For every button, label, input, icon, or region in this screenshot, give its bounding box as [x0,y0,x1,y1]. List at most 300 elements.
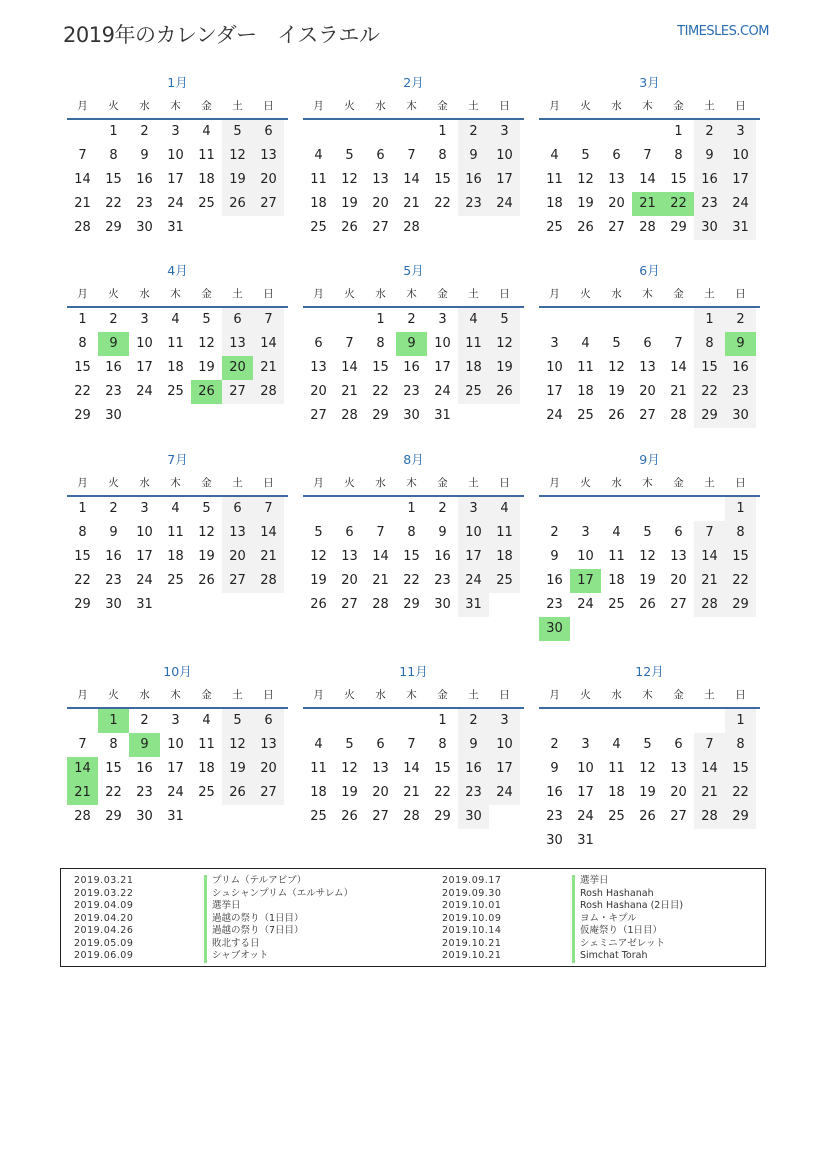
day-cell: 28 [670,408,687,423]
holiday-day-cell: 9 [725,332,756,356]
weekday-label: 木 [642,477,653,489]
day-cell: 18 [546,196,563,211]
day-cell: 24 [546,408,563,423]
day-cell: 3 [725,120,756,144]
day-cell: 21 [694,569,725,593]
weekday-label: 月 [313,689,324,701]
day-cell: 18 [167,549,184,564]
day-cell: 12 [198,525,215,540]
holiday-day-cell: 14 [67,757,98,781]
empty-cell [396,120,427,144]
day-cell: 3 [140,501,149,516]
weekday-label: 金 [673,100,684,112]
day-cell: 26 [310,597,327,612]
day-cell: 15 [434,172,451,187]
day-cell: 22 [694,380,725,404]
holiday-day-cell: 1 [98,709,129,733]
holiday-date: 2019.09.30 [442,887,502,899]
day-cell: 19 [341,196,358,211]
day-cell: 14 [403,761,420,776]
day-cell: 8 [438,737,447,752]
day-cell: 27 [670,597,687,612]
weekday-label: 木 [642,100,653,112]
empty-cell [303,497,334,521]
weekday-label: 日 [499,288,510,300]
day-cell: 19 [639,785,656,800]
day-cell: 23 [403,384,420,399]
day-cell: 16 [725,356,756,380]
day-cell: 25 [458,380,489,404]
day-cell: 30 [725,404,756,428]
weekday-label: 木 [170,100,181,112]
day-cell: 8 [725,733,756,757]
weekday-label: 木 [170,288,181,300]
day-cell: 29 [725,805,756,829]
month-10 [67,661,288,829]
day-cell: 21 [403,196,420,211]
weekday-label: 水 [375,689,386,701]
weekday-label: 金 [201,100,212,112]
holiday-day-cell: 20 [222,356,253,380]
day-cell: 24 [489,192,520,216]
day-grid [67,308,288,428]
holiday-date: 2019.04.20 [74,912,134,924]
day-cell: 16 [434,549,451,564]
day-cell: 2 [458,120,489,144]
day-cell: 3 [581,525,590,540]
day-cell: 24 [489,781,520,805]
weekday-label: 木 [406,689,417,701]
day-cell: 21 [403,785,420,800]
weekday-label: 月 [549,477,560,489]
day-cell: 11 [458,332,489,356]
weekday-label: 木 [170,689,181,701]
month-4 [67,260,288,428]
empty-cell [570,308,601,332]
day-cell: 2 [725,308,756,332]
day-cell: 10 [458,521,489,545]
day-cell: 13 [222,332,253,356]
day-cell: 19 [198,549,215,564]
day-cell: 29 [403,597,420,612]
weekday-label: 金 [673,288,684,300]
day-cell: 12 [222,733,253,757]
weekday-label: 月 [77,477,88,489]
day-cell: 21 [341,384,358,399]
day-cell: 26 [639,809,656,824]
day-cell: 16 [694,168,725,192]
day-cell: 3 [581,737,590,752]
weekday-header [303,471,524,497]
day-cell: 7 [407,148,416,163]
empty-cell [365,497,396,521]
day-cell: 26 [577,220,594,235]
weekday-label: 水 [375,288,386,300]
day-cell: 27 [341,597,358,612]
empty-cell [539,308,570,332]
day-cell: 24 [458,569,489,593]
day-cell: 15 [725,545,756,569]
weekday-header [67,683,288,709]
day-cell: 10 [489,144,520,168]
month-8 [303,449,524,617]
day-cell: 29 [694,404,725,428]
day-cell: 2 [140,124,149,139]
day-cell: 25 [546,220,563,235]
day-cell: 5 [581,148,590,163]
holiday-date: 2019.10.21 [442,937,502,949]
day-cell: 1 [438,713,447,728]
empty-cell [303,709,334,733]
day-cell: 3 [171,713,180,728]
weekday-label: 火 [108,477,119,489]
day-cell: 24 [167,785,184,800]
weekday-label: 火 [580,100,591,112]
holiday-name: Rosh Hashana (2日目) [572,900,683,913]
day-cell: 30 [136,809,153,824]
day-cell: 20 [310,384,327,399]
day-cell: 16 [136,172,153,187]
day-cell: 5 [222,120,253,144]
empty-cell [334,497,365,521]
day-cell: 15 [434,761,451,776]
day-cell: 7 [376,525,385,540]
weekday-label: 金 [201,477,212,489]
day-cell: 5 [345,737,354,752]
day-cell: 9 [438,525,447,540]
weekday-label: 水 [139,477,150,489]
day-cell: 29 [725,593,756,617]
weekday-label: 水 [375,477,386,489]
month-name: 3月 [639,75,660,90]
month-2 [303,72,524,240]
day-cell: 8 [78,336,87,351]
day-cell: 10 [489,733,520,757]
weekday-label: 土 [704,689,715,701]
month-name: 1月 [167,75,188,90]
day-cell: 15 [105,761,122,776]
holiday-name: シェミニアゼレット [572,938,665,951]
weekday-label: 木 [642,689,653,701]
day-cell: 6 [345,525,354,540]
day-cell: 22 [725,569,756,593]
day-cell: 27 [310,408,327,423]
day-cell: 11 [167,525,184,540]
weekday-label: 火 [344,689,355,701]
day-cell: 4 [581,336,590,351]
day-cell: 14 [670,360,687,375]
holiday-day-cell: 17 [570,569,601,593]
day-cell: 26 [198,573,215,588]
weekday-label: 日 [263,689,274,701]
weekday-label: 水 [611,288,622,300]
day-cell: 17 [136,549,153,564]
weekday-label: 土 [468,689,479,701]
empty-cell [632,308,663,332]
day-cell: 28 [403,809,420,824]
empty-cell [334,120,365,144]
day-cell: 20 [670,573,687,588]
day-cell: 30 [546,833,563,848]
empty-cell [365,120,396,144]
empty-cell [632,709,663,733]
day-cell: 6 [222,308,253,332]
weekday-label: 土 [704,477,715,489]
day-cell: 29 [74,597,91,612]
day-cell: 1 [725,497,756,521]
day-grid [303,709,524,829]
holiday-day-cell: 21 [67,781,98,805]
day-cell: 2 [109,501,118,516]
weekday-label: 火 [344,477,355,489]
day-cell: 19 [577,196,594,211]
day-grid [539,308,760,428]
day-grid [303,308,524,428]
day-cell: 7 [407,737,416,752]
weekday-label: 月 [77,100,88,112]
day-cell: 22 [725,781,756,805]
day-cell: 3 [140,312,149,327]
day-cell: 19 [639,573,656,588]
day-cell: 27 [222,569,253,593]
holiday-name: 選挙日 [572,875,609,888]
weekday-header [539,282,760,308]
weekday-label: 金 [437,477,448,489]
day-cell: 16 [458,757,489,781]
day-cell: 6 [376,148,385,163]
day-cell: 13 [372,172,389,187]
day-cell: 15 [372,360,389,375]
day-cell: 12 [608,360,625,375]
weekday-label: 月 [549,100,560,112]
holiday-date: 2019.09.17 [442,875,502,886]
day-cell: 14 [403,172,420,187]
day-cell: 29 [105,809,122,824]
day-grid [67,497,288,617]
day-cell: 30 [694,216,725,240]
weekday-label: 水 [611,100,622,112]
day-cell: 28 [639,220,656,235]
day-cell: 23 [546,597,563,612]
day-cell: 27 [253,781,284,805]
day-cell: 26 [489,380,520,404]
weekday-label: 日 [263,477,274,489]
weekday-label: 土 [232,477,243,489]
day-cell: 13 [670,761,687,776]
day-cell: 1 [694,308,725,332]
day-cell: 17 [136,360,153,375]
day-cell: 6 [222,497,253,521]
day-cell: 9 [140,148,149,163]
day-cell: 11 [310,172,327,187]
day-cell: 21 [670,384,687,399]
day-cell: 4 [171,501,180,516]
day-cell: 14 [74,172,91,187]
day-cell: 9 [458,144,489,168]
day-cell: 9 [109,525,118,540]
day-cell: 22 [372,384,389,399]
day-cell: 24 [136,384,153,399]
day-cell: 17 [458,545,489,569]
day-cell: 17 [577,785,594,800]
day-cell: 24 [577,809,594,824]
day-cell: 11 [577,360,594,375]
empty-cell [694,497,725,521]
day-cell: 29 [105,220,122,235]
day-cell: 4 [314,148,323,163]
day-cell: 31 [725,216,756,240]
day-cell: 10 [167,148,184,163]
holiday-name: 過越の祭り（7日目） [204,925,304,938]
day-cell: 1 [725,709,756,733]
day-cell: 7 [78,737,87,752]
day-cell: 4 [612,525,621,540]
day-cell: 5 [314,525,323,540]
day-cell: 7 [253,308,284,332]
day-cell: 18 [608,785,625,800]
day-cell: 16 [136,761,153,776]
day-cell: 1 [674,124,683,139]
day-cell: 23 [105,384,122,399]
day-cell: 29 [670,220,687,235]
weekday-label: 日 [499,100,510,112]
day-cell: 22 [74,573,91,588]
day-cell: 18 [310,785,327,800]
weekday-label: 火 [580,477,591,489]
day-cell: 6 [612,148,621,163]
day-cell: 21 [74,196,91,211]
empty-cell [570,709,601,733]
day-cell: 2 [407,312,416,327]
holiday-day-cell: 9 [396,332,427,356]
day-cell: 30 [105,408,122,423]
weekday-label: 火 [580,689,591,701]
weekday-label: 土 [704,288,715,300]
day-cell: 4 [314,737,323,752]
day-cell: 28 [694,593,725,617]
weekday-label: 火 [580,288,591,300]
day-cell: 31 [577,833,594,848]
day-cell: 7 [78,148,87,163]
holiday-name: 選挙日 [204,900,241,913]
day-cell: 1 [376,312,385,327]
empty-cell [601,120,632,144]
weekday-label: 金 [673,477,684,489]
day-cell: 1 [78,312,87,327]
day-cell: 17 [725,168,756,192]
holiday-name: Simchat Torah [572,950,647,963]
weekday-header [539,94,760,120]
day-cell: 6 [674,737,683,752]
day-cell: 15 [694,356,725,380]
holiday-day-cell: 9 [98,332,129,356]
empty-cell [601,308,632,332]
day-cell: 27 [222,380,253,404]
day-cell: 23 [458,192,489,216]
day-cell: 5 [202,312,211,327]
empty-cell [67,709,98,733]
day-cell: 25 [167,384,184,399]
holiday-day-cell: 30 [539,617,570,641]
weekday-header [67,94,288,120]
holiday-date: 2019.03.21 [74,875,134,886]
day-cell: 14 [253,332,284,356]
day-cell: 12 [310,549,327,564]
weekday-label: 水 [611,477,622,489]
day-cell: 5 [612,336,621,351]
day-cell: 6 [674,525,683,540]
day-cell: 26 [341,220,358,235]
weekday-header [539,683,760,709]
weekday-label: 日 [735,689,746,701]
day-cell: 26 [639,597,656,612]
holiday-name: 過越の祭り（1日目） [204,913,304,926]
holiday-date: 2019.03.22 [74,887,134,899]
day-cell: 4 [202,124,211,139]
day-cell: 24 [577,597,594,612]
month-name: 2月 [403,75,424,90]
day-cell: 17 [167,761,184,776]
day-cell: 4 [458,308,489,332]
holiday-day-cell: 21 [632,192,663,216]
day-cell: 29 [372,408,389,423]
day-cell: 3 [489,120,520,144]
day-cell: 6 [643,336,652,351]
day-cell: 12 [198,336,215,351]
day-cell: 18 [310,196,327,211]
weekday-header [67,282,288,308]
brand-logo[interactable]: TIMESLES.COM [677,24,769,39]
day-cell: 11 [608,761,625,776]
weekday-label: 水 [139,689,150,701]
day-cell: 20 [670,785,687,800]
day-cell: 8 [78,525,87,540]
weekday-label: 日 [735,100,746,112]
holiday-date: 2019.10.09 [442,912,502,924]
day-cell: 3 [171,124,180,139]
day-cell: 29 [434,809,451,824]
day-cell: 15 [725,757,756,781]
day-cell: 13 [639,360,656,375]
empty-cell [570,120,601,144]
day-cell: 20 [341,573,358,588]
day-cell: 15 [105,172,122,187]
day-cell: 7 [345,336,354,351]
day-cell: 10 [434,336,451,351]
day-cell: 3 [550,336,559,351]
day-cell: 12 [222,144,253,168]
day-cell: 11 [546,172,563,187]
day-cell: 6 [253,120,284,144]
day-cell: 26 [222,192,253,216]
day-cell: 30 [105,597,122,612]
day-cell: 10 [136,336,153,351]
holiday-name: シャブオット [204,950,268,963]
weekday-label: 日 [735,288,746,300]
empty-cell [663,497,694,521]
day-cell: 13 [341,549,358,564]
day-cell: 14 [639,172,656,187]
day-cell: 11 [608,549,625,564]
day-cell: 8 [725,521,756,545]
weekday-label: 金 [673,689,684,701]
day-cell: 29 [74,408,91,423]
month-5 [303,260,524,428]
holiday-name: 敗北する日 [204,938,260,951]
day-cell: 11 [198,148,215,163]
weekday-label: 木 [406,288,417,300]
day-cell: 17 [167,172,184,187]
